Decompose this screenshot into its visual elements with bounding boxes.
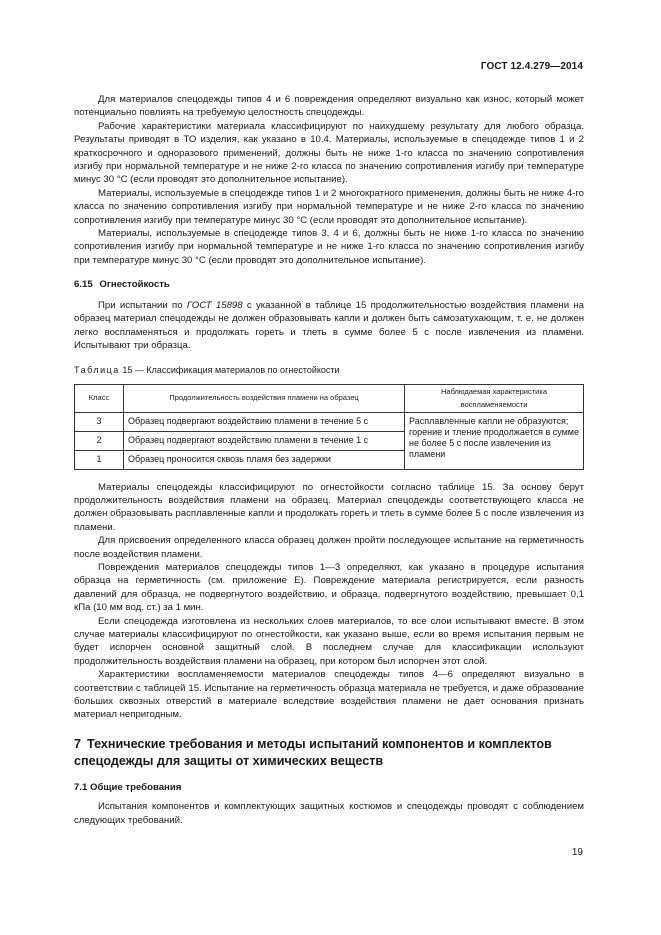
- paragraph: Материалы, используемые в спецодежде типов 3, 4 и 6, должны быть не ниже 1-го класса по значению сопротивления изгибу при нормальной температуре и не ниже 1-го класса по значению сопротивления изгибу при температуре минус 30 °С (если проводят это дополнительное испытание).: [74, 228, 584, 266]
- section-number: 6.15: [74, 279, 93, 291]
- cell-duration: Образец проносится сквозь пламя без задержки: [124, 450, 405, 469]
- paragraph: Если спецодежда изготовлена из нескольких слоев материалов, то все слои испытывают вместе. В этом случае материалы классифицируют по огнестойкости, как указано выше, если во время испытания первым не будет испорчен основной защитный слой. В последнем случае для классификации используют продолжительность воздействия пламени на образец, при котором был испорчен этот слой.: [74, 615, 584, 667]
- cell-observed: Расплавленные капли не образуются; горение и тление продолжается в сумме не более 5 с после извлечения из пламени: [405, 412, 584, 469]
- cell-class: 2: [75, 431, 124, 450]
- section-7-1-heading: [74, 781, 584, 794]
- section-6-15-heading: [74, 278, 584, 291]
- paragraph: Повреждения материалов спецодежды типов 1—3 определяют, как указано в процедуре испытания образца на герметичность (см. приложение Е). Повреждение материала регистрируется, если разность давлений для образца, не подвергнутого воздействию, и образца, подвергнутого воздействию, превышает 0,1 кПа (10 мм вод. ст.) за 1 мин.: [74, 561, 584, 614]
- document-body: [74, 93, 584, 827]
- section-number: 7.1: [74, 781, 88, 793]
- paragraph: Испытания компонентов и комплектующих защитных костюмов и спецодежды проводят с соблюдением следующих требований.: [74, 801, 584, 826]
- paragraph: [74, 299, 584, 353]
- paragraph: Материалы, используемые в спецодежде типов 1 и 2 многократного применения, должны быть не ниже 4-го класса по значению сопротивления изгибу при нормальной температуре и не ниже 2-го класса по значению сопротивления изгибу при температуре минус 30 °С (если проводят это дополнительное испытание).: [74, 187, 584, 226]
- paragraph: Материалы спецодежды классифицируют по огнестойкости согласно таблице 15. За основу берут продолжительность воздействия пламени на образец. Материал спецодежды соответствующего класса не должен образовывать расплавленные капли и продолжать гореть и тлеть в сумме более 5 с после извлечения из пламени.: [74, 481, 584, 533]
- cell-class: 3: [75, 412, 124, 431]
- section-title: Огнестойкость: [99, 279, 170, 291]
- header-class: Класс: [75, 384, 124, 412]
- table-caption: [74, 364, 584, 377]
- standard-reference: ГОСТ 15898: [186, 299, 243, 311]
- paragraph: Для присвоения определенного класса образец должен пройти последующее испытание на герметичность после воздействия пламени.: [74, 535, 584, 560]
- flammability-table: [74, 384, 584, 470]
- header-duration: Продолжительность воздействия пламени на образец: [124, 384, 405, 412]
- paragraph: Рабочие характеристики материала классифицируют по наихудшему результату для любого образца. Результаты приводят в ТО изделия, как указано в 10.4. Материалы, используемые в спецодежде типов 1 и 2 краткосрочного и одноразового применений, должны быть не ниже 1-го класса по значению сопротивления изгибу при нормальной температуре и не ниже 2-го класса по значению сопротивления изгибу при температуре минус 30 °С (если проводят это дополнительное испытание).: [74, 120, 584, 186]
- page-number: 19: [571, 847, 583, 858]
- table-row: [75, 412, 584, 431]
- paragraph: Характеристики воспламеняемости материалов спецодежды типов 4—6 определяют визуально в соответствии с таблицей 15. Испытание на герметичность образца материала не требуется, и даже образование больших сквозных отверстий в материале вследствие воздействия пламени не дает основания признать материал непригодным.: [74, 669, 584, 721]
- section-number: 7: [74, 736, 82, 751]
- paragraph: Для материалов спецодежды типов 4 и 6 повреждения определяют визуально как износ, который может потенциально повлиять на требуемую целостность спецодежды.: [74, 94, 584, 119]
- section-title: Общие требования: [90, 781, 182, 793]
- table-header-row: [75, 384, 584, 412]
- text-run: При испытании по: [98, 299, 187, 311]
- section-title: Технические требования и методы испытаний компонентов и комплектов спецодежды для защиты от химических веществ: [74, 736, 552, 768]
- text-run: с указанной в таблице 15 продолжительностью воздействия пламени на образец материал спецодежды не должен образовывать капли и должен быть самозатухающим, т. е. не должен легко воспламеняться и продолжать гореть и тлеть в сумме более 5 с после извлечения из пламени. Испытывают три образца.: [74, 299, 584, 351]
- cell-duration: Образец подвергают воздействию пламени в течение 5 с: [124, 412, 405, 431]
- document-header: ГОСТ 12.4.279—2014: [480, 61, 583, 72]
- cell-class: 1: [75, 450, 124, 469]
- table-caption-label: Таблица: [74, 365, 120, 376]
- section-7-heading: [74, 736, 584, 770]
- cell-duration: Образец подвергают воздействию пламени в течение 1 с: [124, 431, 405, 450]
- header-observed: Наблюдаемая характеристика воспламеняемости: [405, 384, 584, 412]
- table-caption-text: 15 — Классификация материалов по огнестойкости: [122, 365, 340, 376]
